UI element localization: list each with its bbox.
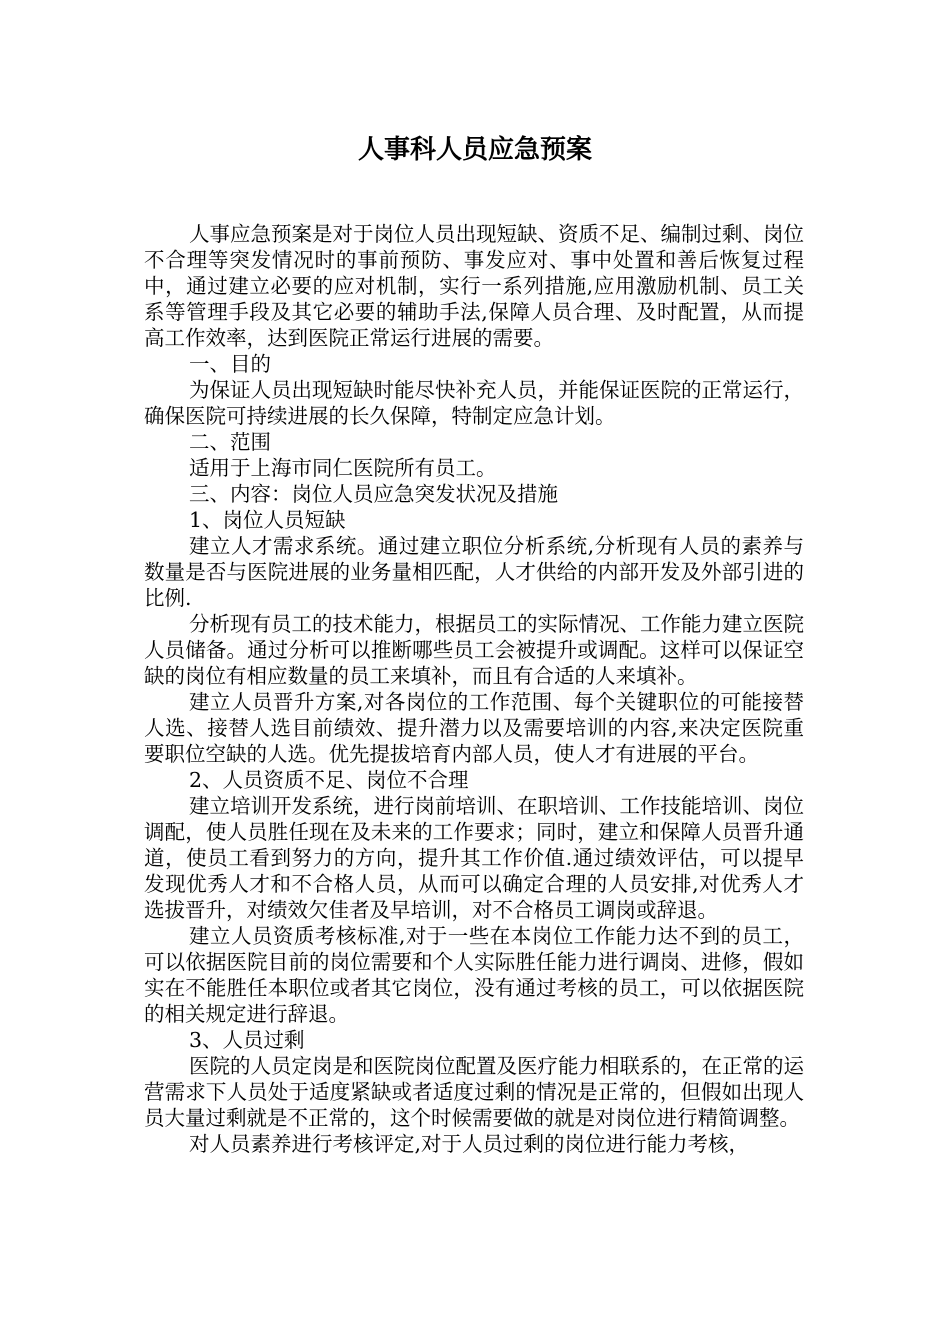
paragraph-talent-demand: 建立人才需求系统。通过建立职位分析系统,分析现有人员的素养与数量是否与医院进展的业务量相匹配，人才供给的内部开发及外部引进的比例. bbox=[144, 534, 804, 610]
paragraph-assessment-standard: 建立人员资质考核标准,对于一些在本岗位工作能力达不到的员工，可以依据医院目前的岗位需要和个人实际胜任能力进行调岗、进修，假如实在不能胜任本职位或者其它岗位，没有通过考核的员工，可以依据医院的相关规定进行辞退。 bbox=[144, 924, 804, 1026]
paragraph-intro: 人事应急预案是对于岗位人员出现短缺、资质不足、编制过剩、岗位不合理等突发情况时的事前预防、事发应对、事中处置和善后恢复过程中，通过建立必要的应对机制，实行一系列措施,应用激励机制、员工关系等管理手段及其它必要的辅助手法,保障人员合理、及时配置，从而提高工作效率，达到医院正常运行进展的需要。 bbox=[144, 222, 804, 350]
paragraph-staffing: 医院的人员定岗是和医院岗位配置及医疗能力相联系的，在正常的运营需求下人员处于适度紧缺或者适度过剩的情况是正常的，但假如出现人员大量过剩就是不正常的，这个时候需要做的就是对岗位进行精简调整。 bbox=[144, 1054, 804, 1130]
heading-purpose: 一、目的 bbox=[189, 352, 271, 376]
paragraph-staff-reserve: 分析现有员工的技术能力，根据员工的实际情况、工作能力建立医院人员储备。通过分析可以推断哪些员工会被提升或调配。这样可以保证空缺的岗位有相应数量的员工来填补，而且有合适的人来填补。 bbox=[144, 612, 804, 688]
heading-scope: 二、范围 bbox=[189, 430, 271, 454]
paragraph-promotion-plan: 建立人员晋升方案,对各岗位的工作范围、每个关键职位的可能接替人选、接替人选目前绩效、提升潜力以及需要培训的内容,来决定医院重要职位空缺的人选。优先提拔培育内部人员，使人才有进展的平台。 bbox=[144, 690, 804, 766]
heading-content: 三、内容：岗位人员应急突发状况及措施 bbox=[189, 482, 558, 506]
document-body bbox=[144, 221, 804, 1157]
paragraph-purpose: 为保证人员出现短缺时能尽快补充人员，并能保证医院的正常运行，确保医院可持续进展的长久保障，特制定应急计划。 bbox=[144, 378, 804, 428]
document-title: 人事科人员应急预案 bbox=[357, 135, 592, 165]
paragraph-scope: 适用于上海市同仁医院所有员工。 bbox=[189, 456, 497, 480]
subheading-shortage: 1、岗位人员短缺 bbox=[189, 508, 346, 532]
paragraph-quality-assessment: 对人员素养进行考核评定,对于人员过剩的岗位进行能力考核， bbox=[189, 1132, 750, 1156]
subheading-qualification: 2、人员资质不足、岗位不合理 bbox=[189, 768, 469, 792]
subheading-surplus: 3、人员过剩 bbox=[189, 1028, 305, 1052]
paragraph-training: 建立培训开发系统，进行岗前培训、在职培训、工作技能培训、岗位调配，使人员胜任现在及未来的工作要求；同时，建立和保障人员晋升通道，使员工看到努力的方向，提升其工作价值.通过绩效评估，可以提早发现优秀人才和不合格人员，从而可以确定合理的人员安排,对优秀人才选拔晋升，对绩效欠佳者及早培训，对不合格员工调岗或辞退。 bbox=[144, 794, 804, 922]
